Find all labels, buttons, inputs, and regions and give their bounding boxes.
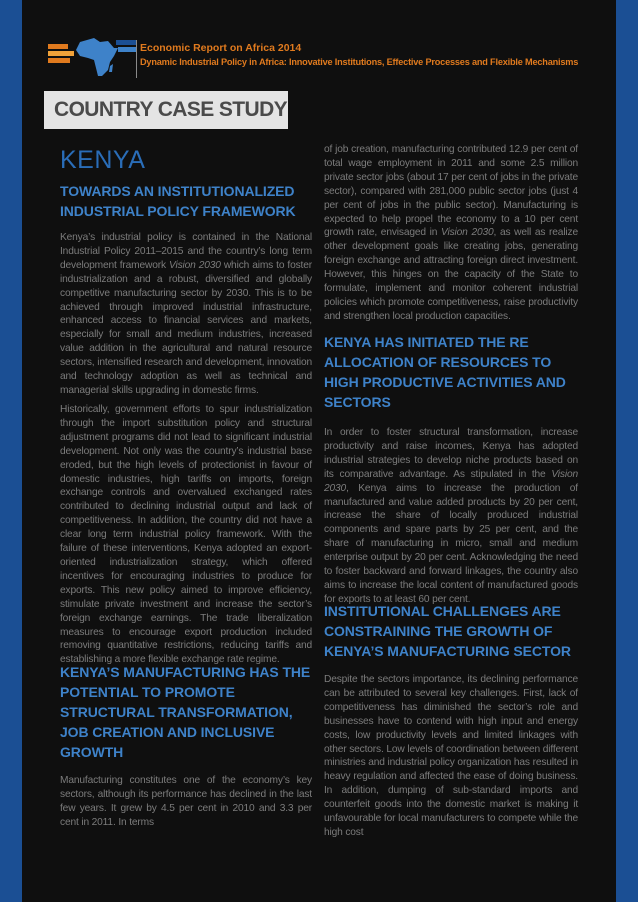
- section-2: [60, 662, 312, 762]
- section-2-body: [60, 774, 312, 830]
- section-4: [324, 601, 578, 661]
- header-divider: [136, 40, 137, 78]
- section-3-body: [324, 426, 578, 607]
- section-2-paragraph-1: Manufacturing constitutes one of the economy’s key sectors, although its performance has declined in the last few years. It grew by 4.5 per cent in 2010 and 3.3 per cent in 2011. In terms: [60, 775, 312, 828]
- report-header: [48, 36, 608, 80]
- section-4-heading: INSTITUTIONAL CHALLENGES ARE CONSTRAINING THE GROWTH OF KENYA’S MANUFACTURING SECTOR: [324, 603, 571, 659]
- left-side-bar: [0, 0, 22, 902]
- case-study-tag: [44, 91, 288, 129]
- section-1-body-2: [60, 403, 312, 667]
- section-1-paragraph-2: Historically, government efforts to spur industrialization through the import substitution policy and structural adjustment programs did not lead to significant industrial development. Not only was the country’s industrial base eroded, but the high levels of protectionist in favour of domestic industries, high tariffs on imports, foreign exchange controls and overvalued exchanged rates contributed to declining industrial output and lack of competitiveness. In addition, the country did not have a clear long term industrial policy framework. With the failure of these interventions, Kenya adopted an export-oriented industrialization strategy, which offered incentives for encouraging industries to produce for exports. This new policy aimed to improve efficiency, stimulate private investment and increase the sector’s foreign exchange earnings. The trade liberalization measures to encourage export production included removing quantitative restrictions, reducing tariffs and establishing a more flexible exchange rate regime.: [60, 404, 312, 666]
- section-3: [324, 332, 578, 412]
- section-4-paragraph-1: Despite the sectors importance, its declining performance can be attributed to several key challenges. First, lack of competitiveness has diminished the sector’s role and businesses have to contend with high input and energy costs, low productivity levels and limited linkages with other sectors. Low levels of coordination between different ministries and industrial policy organization has resulted in heavy regulation and affected the ease of doing business. In addition, dumping of sub-standard imports and counterfeit goods into the domestic market is making it unfavourable for local manufacturers to compete while the high cost: [324, 674, 578, 838]
- section-2-paragraph-continued: of job creation, manufacturing contributed 12.9 per cent of total wage employment in 2011 and some 2.5 million private sector jobs (about 17 per cent of jobs in the private sector), compared with 281,000 public sector jobs (just 4 per cent of jobs in the public sector). Manufacturing is expected to help propel the economy to a 10 per cent growth rate, envisaged in Vision 2030, as well as realize other development goals like creating jobs, generating foreign exchange and attracting foreign direct investment. However, this hinges on the capacity of the State to formulate, implement and monitor coherent industrial policies which promote competitiveness, raise productivity and strengthen local production capacities.: [324, 144, 579, 322]
- section-4-body: [324, 673, 578, 840]
- right-side-bar: [616, 0, 638, 902]
- section-3-heading: KENYA HAS INITIATED THE RE ALLOCATION OF RESOURCES TO HIGH PRODUCTIVE ACTIVITIES AND SECTORS: [324, 334, 566, 410]
- section-1-heading: TOWARDS AN INSTITUTIONALIZED INDUSTRIAL POLICY FRAMEWORK: [60, 183, 296, 219]
- report-subtitle: Dynamic Industrial Policy in Africa: Innovative Institutions, Effective Processes and Flexible Mechanisms: [140, 57, 579, 67]
- section-2-continued: [324, 143, 578, 324]
- section-1-body: [60, 231, 312, 398]
- section-1-paragraph-1: Kenya’s industrial policy is contained in the National Industrial Policy 2011–2015 and the country’s long term development framework Vision 2030 which aims to foster industrialization and a robust, diversified and globally competitive manufacturing sector by 2030. This is to be achieved through improved industrial infrastructure, enhanced access to financial services and markets, especially for small and medium industries, increased value addition in the agricultural and natural resource sectors, intensified research and development, innovation and technology adoption as well as technical and managerial skills upgrading in domestic firms.: [60, 232, 312, 396]
- section-3-paragraph-1: In order to foster structural transformation, increase productivity and raise incomes, Kenya has adopted industrial strategies to develop niche products based on its comparative advantage. As stipulated in the Vision 2030, Kenya aims to increase the production of manufactured and value added products by 20 per cent, increase the share of locally produced industrial components and spare parts by 25 per cent, and the share of manufacturing in micro, small and medium enterprise output by 20 per cent. Acknowledging the need to foster backward and forward linkages, the country also aims to increase the local content of manufactured goods for exports to at least 60 per cent.: [324, 427, 578, 605]
- section-2-heading: KENYA’S MANUFACTURING HAS THE POTENTIAL TO PROMOTE STRUCTURAL TRANSFORMATION, JOB CREATION AND INCLUSIVE GROWTH: [60, 664, 311, 760]
- report-title: Economic Report on Africa 2014: [140, 42, 302, 54]
- case-study-tag-label: COUNTRY CASE STUDY: [54, 98, 288, 121]
- country-title: KENYA: [60, 146, 146, 174]
- section-1: [60, 181, 312, 221]
- africa-map-logo-icon: [48, 36, 136, 78]
